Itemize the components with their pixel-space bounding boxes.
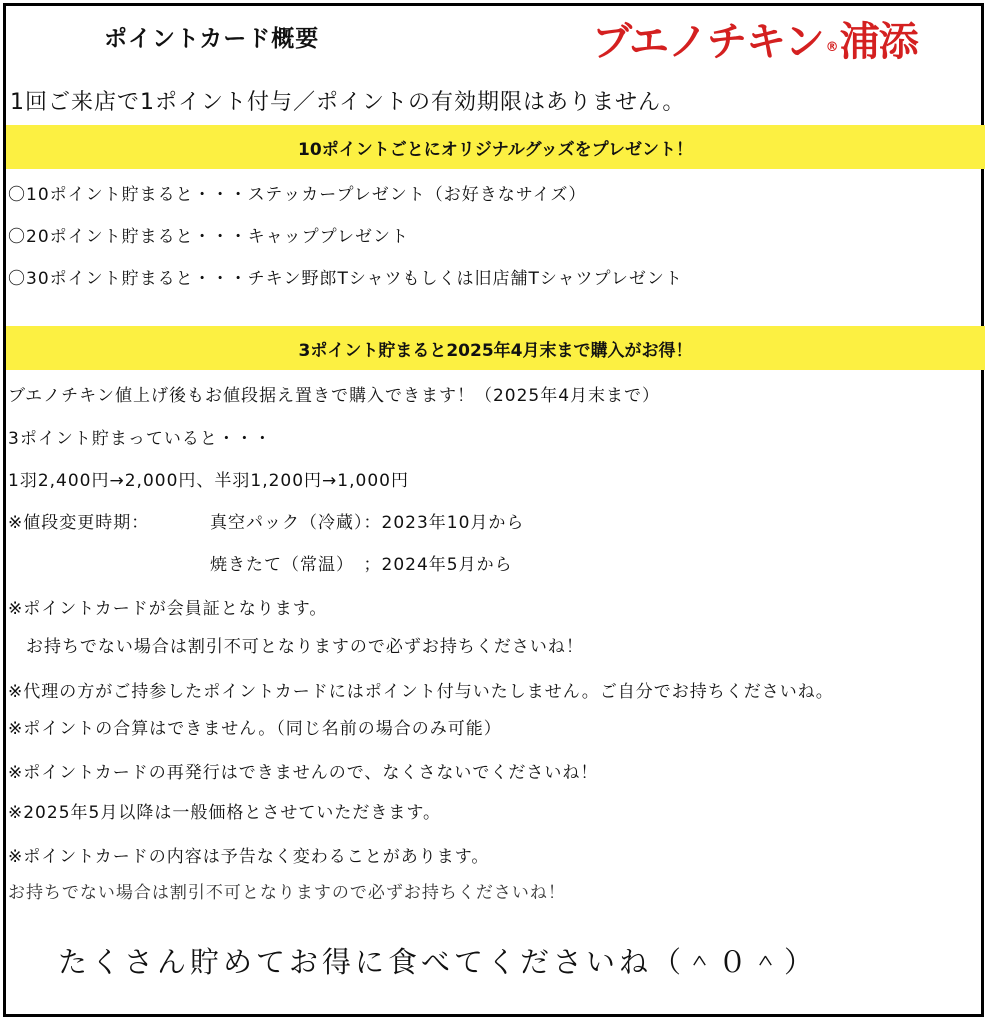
note-item: ※ポイントの合算はできません。（同じ名前の場合のみ可能） (8, 719, 502, 739)
price-change-row-2: 焼きたて（常温） ；2024年5月から (210, 555, 513, 575)
page-title: ポイントカード概要 (104, 26, 320, 52)
note-item: お持ちでない場合は割引不可となりますので必ずお持ちくださいね！ (8, 883, 566, 903)
brand-logo (592, 10, 918, 67)
section2-heading: 3ポイント貯まると2025年4月末まで購入がお得！ (6, 326, 985, 370)
section1-heading: 10ポイントごとにオリジナルグッズをプレゼント！ (6, 125, 985, 169)
reward-item-10: 〇10ポイント貯まると・・・ステッカープレゼント（お好きなサイズ） (8, 185, 587, 205)
note-item: ※代理の方がご持参したポイントカードにはポイント付与いたしません。ご自分でお持ちくださいね。 (8, 682, 834, 702)
price-line-3: 1羽2,400円→2,000円、半羽1,200円→1,000円 (8, 471, 409, 491)
intro-text: 1回ご来店で1ポイント付与／ポイントの有効期限はありません。 (10, 90, 686, 115)
price-change-row-1: 真空パック（冷蔵）：2023年10月から (210, 513, 525, 533)
logo-place: 浦添 (839, 19, 918, 65)
reward-item-30: 〇30ポイント貯まると・・・チキン野郎Tシャツもしくは旧店舗Tシャツプレゼント (8, 269, 683, 289)
price-change-label: ※値段変更時期： (8, 513, 150, 533)
note-item: ※ポイントカードの内容は予告なく変わることがあります。 (8, 847, 490, 867)
reward-item-20: 〇20ポイント貯まると・・・キャッププレゼント (8, 227, 409, 247)
note-item: ※ポイントカードの再発行はできませんので、なくさないでくださいね！ (8, 763, 599, 783)
closing-message: たくさん貯めてお得に食べてくださいね（＾０＾） (58, 945, 818, 979)
logo-registered-mark: ® (825, 40, 838, 55)
price-line-1: ブエノチキン値上げ後もお値段据え置きで購入できます！（2025年4月末まで） (8, 386, 661, 406)
note-item: お持ちでない場合は割引不可となりますので必ずお持ちくださいね！ (8, 637, 584, 657)
logo-text: ブエノチキン (592, 19, 824, 65)
note-item: ※2025年5月以降は一般価格とさせていただきます。 (8, 803, 441, 823)
price-line-2: 3ポイント貯まっていると・・・ (8, 429, 272, 449)
note-item: ※ポイントカードが会員証となります。 (8, 599, 328, 619)
